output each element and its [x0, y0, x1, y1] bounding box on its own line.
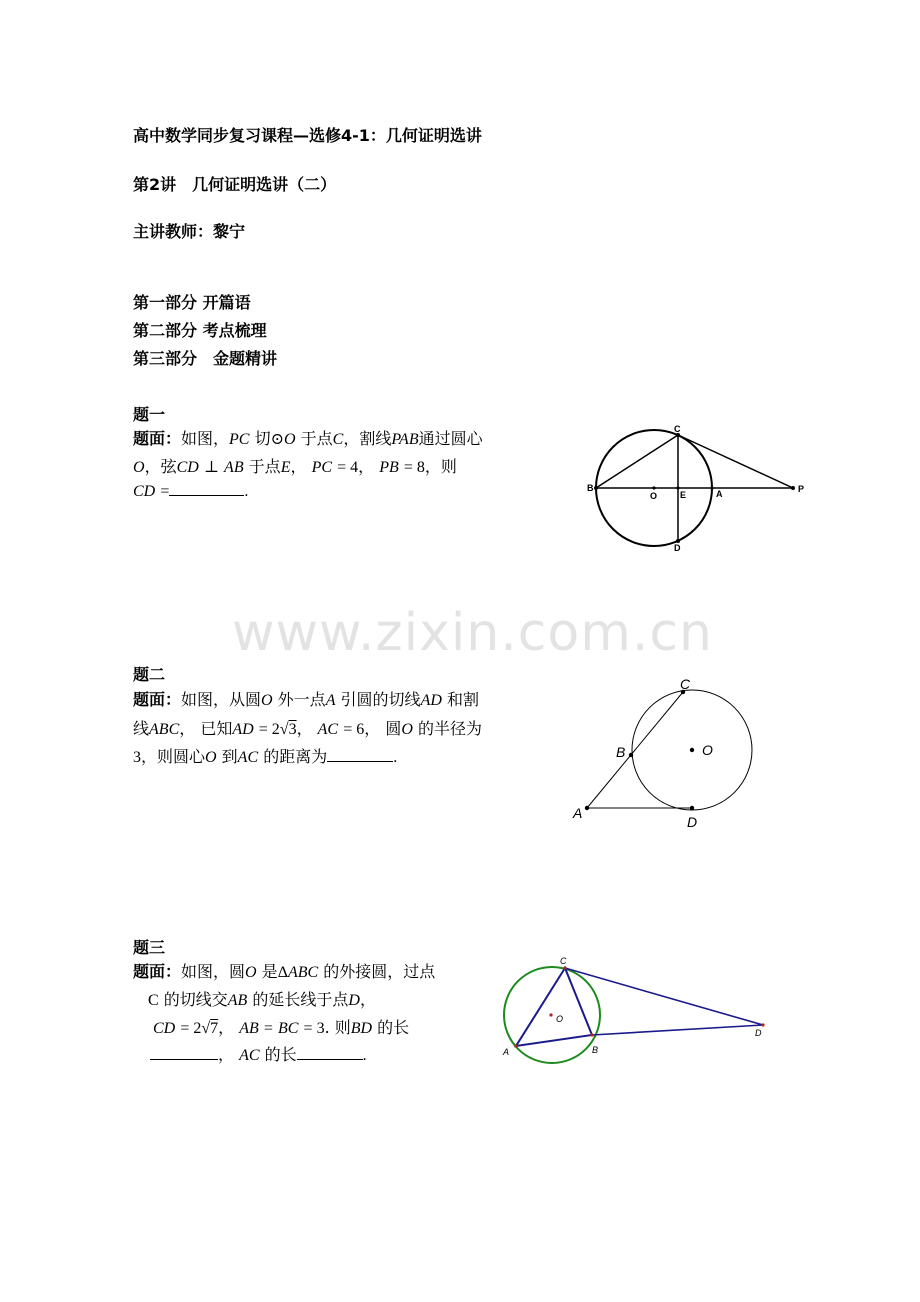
point-label-d: D: [687, 814, 698, 830]
problem-text-line: 线ABC， 已知AD = 2√3， AC = 6， 圆O 的半径为: [133, 719, 482, 738]
point-label-a: A: [573, 805, 583, 821]
problem-heading: 题一: [133, 405, 166, 424]
problem-text-line: 题面：如图，PC 切⊙O 于点C，割线PAB通过圆心: [133, 429, 483, 448]
problem-text-line: ， AC 的长 .: [150, 1042, 367, 1065]
point-label-c: C: [674, 424, 681, 434]
point-label-a: A: [503, 1047, 510, 1057]
point-label-d: D: [674, 543, 681, 553]
problem-text-line: 题面：如图，从圆O 外一点A 引圆的切线AD 和割: [133, 690, 479, 709]
answer-blank: [297, 1045, 363, 1060]
answer-blank: [169, 481, 244, 496]
problem-text-line: O，弦CD ⊥ AB 于点E， PC = 4， PB = 8，则: [133, 457, 457, 476]
problem-text-line: 3，则圆心O 到AC 的距离为 .: [133, 747, 398, 766]
point-label-b: B: [592, 1045, 599, 1055]
figure-three: [495, 952, 775, 1064]
point-label-d: D: [755, 1028, 762, 1038]
point-label-c: C: [680, 676, 691, 692]
problem-heading: 题二: [133, 665, 166, 684]
point-label-e: E: [680, 490, 687, 500]
problem-label: 题面：: [133, 429, 182, 448]
problem-text-line: C 的切线交AB 的延长线于点D，: [148, 990, 376, 1009]
problem-text-line: CD = 2√7， AB = BC = 3. 则BD 的长: [153, 1018, 410, 1037]
point-label-p: P: [798, 484, 805, 494]
teacher-line: 主讲教师：黎宁: [133, 222, 246, 241]
course-title: 高中数学同步复习课程—选修4-1：几何证明选讲: [133, 126, 482, 145]
problem-label: 题面：: [133, 962, 182, 981]
point-label-o: O: [556, 1014, 564, 1024]
problem-text-line: CD = .: [133, 483, 249, 500]
point-label-o: O: [702, 742, 713, 758]
point-label-b: B: [587, 483, 594, 493]
outline-item: 第二部分 考点梳理: [133, 321, 267, 340]
point-label-c: C: [560, 956, 567, 966]
point-label-a: A: [716, 489, 723, 499]
problem-text-line: 题面：如图，圆O 是ΔABC 的外接圆，过点: [133, 962, 436, 981]
watermark: www.zixin.com.cn: [232, 603, 713, 663]
lecture-title: 第2讲 几何证明选讲（二）: [133, 175, 337, 194]
figure-two: [565, 672, 775, 832]
outline-item: 第一部分 开篇语: [133, 293, 251, 312]
outline-item: 第三部分 金题精讲: [133, 349, 278, 368]
problem-label: 题面：: [133, 690, 182, 709]
answer-blank: [327, 747, 393, 762]
answer-blank: [150, 1045, 218, 1060]
point-label-o: O: [650, 491, 658, 501]
problem-heading: 题三: [133, 938, 166, 957]
point-label-b: B: [616, 744, 626, 760]
figure-one: [580, 420, 820, 560]
